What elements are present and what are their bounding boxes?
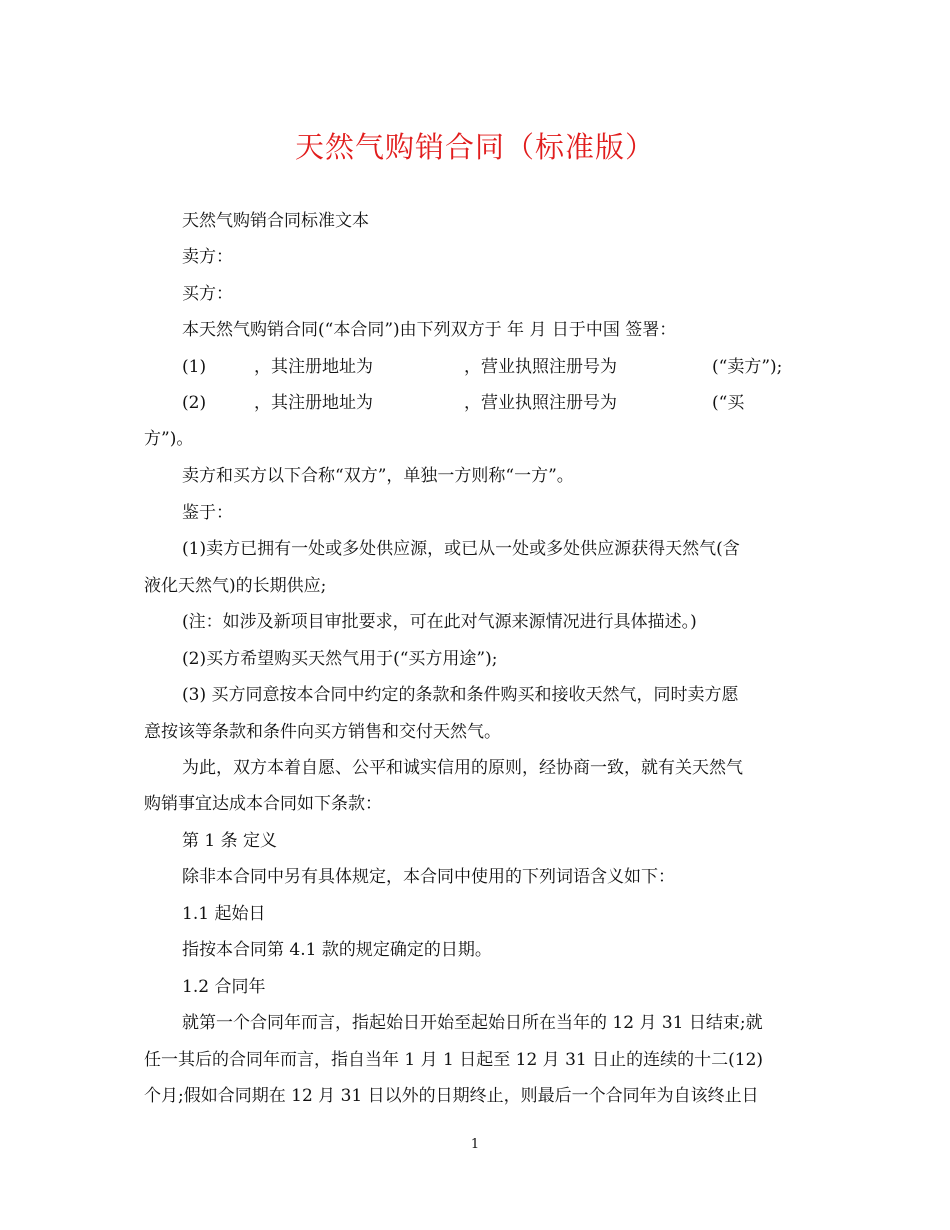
paragraph-line: 为此，双方本着自愿、公平和诚实信用的原则，经协商一致，就有关天然气	[182, 758, 743, 778]
clause-heading: 1.1 起始日	[182, 904, 266, 924]
paragraph-line: 意按该等条款和条件向买方销售和交付天然气。	[144, 722, 501, 742]
paragraph-line: 卖方和买方以下合称“双方”，单独一方则称“一方”。	[182, 466, 574, 486]
paragraph-line: 液化天然气)的长期供应;	[144, 576, 327, 596]
address-label: ，其注册地址为	[254, 393, 373, 413]
paragraph-line: (3) 买方同意按本合同中约定的条款和条件购买和接收天然气，同时卖方愿	[182, 685, 739, 705]
paragraph-line: 购销事宜达成本合同如下条款：	[144, 794, 382, 814]
party-number: (2)	[182, 393, 207, 413]
license-label: ，营业执照注册号为	[464, 357, 617, 377]
paragraph-line: 天然气购销合同标准文本	[182, 211, 369, 231]
address-label: ，其注册地址为	[254, 357, 373, 377]
seller-line: 卖方：	[182, 247, 233, 267]
buyer-line: 买方：	[182, 284, 233, 304]
paragraph-line: (2)买方希望购买天然气用于(“买方用途”);	[182, 649, 498, 669]
paragraph-line: 个月;假如合同期在 12 月 31 日以外的日期终止，则最后一个合同年为自该终止日	[144, 1086, 759, 1106]
paragraph-line: 任一其后的合同年而言，指自当年 1 月 1 日起至 12 月 31 日止的连续的十二(12)	[144, 1050, 764, 1070]
article-heading: 第 1 条 定义	[182, 831, 278, 851]
note-line: (注：如涉及新项目审批要求，可在此对气源来源情况进行具体描述。)	[182, 612, 697, 632]
whereas-heading: 鉴于：	[182, 503, 233, 523]
party-role: (“买	[712, 393, 745, 413]
party-number: (1)	[182, 357, 207, 377]
party-role: (“卖方”);	[712, 357, 783, 377]
clause-heading: 1.2 合同年	[182, 977, 266, 997]
document-title: 天然气购销合同（标准版）	[294, 130, 655, 164]
paragraph-line: 指按本合同第 4.1 款的规定确定的日期。	[182, 940, 492, 960]
party-role-continued: 方”)。	[144, 429, 194, 449]
paragraph-line: 本天然气购销合同(“本合同”)由下列双方于 年 月 日于中国 签署：	[182, 320, 677, 340]
paragraph-line: 就第一个合同年而言，指起始日开始至起始日所在当年的 12 月 31 日结束;就	[182, 1013, 763, 1033]
paragraph-line: 除非本合同中另有具体规定，本合同中使用的下列词语含义如下：	[182, 867, 675, 887]
page-number: 1	[470, 1137, 480, 1152]
paragraph-line: (1)卖方已拥有一处或多处供应源，或已从一处或多处供应源获得天然气(含	[182, 539, 740, 559]
license-label: ，营业执照注册号为	[464, 393, 617, 413]
